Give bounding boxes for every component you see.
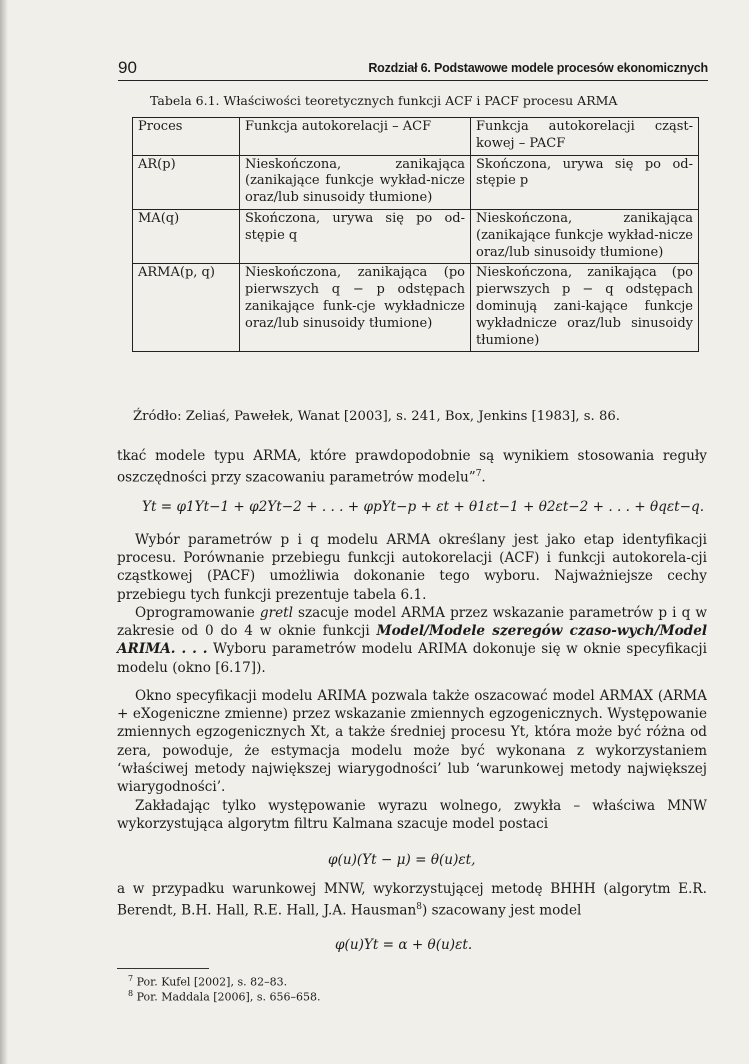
menu-path: Model/Modele szeregów czaso-wych/Model ARIMA. . . . bbox=[117, 623, 708, 658]
table-header-cell: Funkcja autokorelacji cząst-kowej – PACF bbox=[471, 118, 699, 156]
table-cell: Nieskończona, zanikająca (po pierwszych p − q odstępach dominują zani-kające funkcje wykładnicze oraz/lub sinusoidy tłumione) bbox=[471, 264, 699, 352]
paragraph-text: tkać modele typu ARMA, które prawdopodobnie są wynikiem stosowania reguły oszczędności przy szacowaniu parametrów modelu” bbox=[117, 448, 707, 486]
paragraph-text: a w przypadku warunkowej MNW, wykorzystującej metodę BHHH (algorytm E.R. Berendt, B.H. Hall, R.E. Hall, J.A. Hausman bbox=[117, 881, 707, 919]
table-cell: Nieskończona, zanikająca (zanikające funkcje wykład-nicze oraz/lub sinusoidy tłumione) bbox=[240, 155, 471, 209]
paragraph-6 bbox=[117, 880, 707, 920]
table-row bbox=[133, 264, 699, 352]
page-header bbox=[118, 58, 708, 81]
table-row bbox=[133, 209, 699, 263]
table-caption: Tabela 6.1. Właściwości teoretycznych funkcji ACF i PACF procesu ARMA bbox=[150, 93, 618, 108]
equation-exact-mle: φ(u)(Yt − μ) = θ(u)εt, bbox=[328, 852, 476, 868]
paragraph-4: Okno specyfikacji modelu ARIMA pozwala także oszacować model ARMAX (ARMA + eXogeniczne zmienne) przez wskazanie zmiennych egzogenicznych. Występowanie zmiennych egzogenicznych Xt, a także średniej procesu Yt, która może być różna od zera, powoduje, że estymacja modelu może być wykonana z wykorzystaniem ‘właściwej metody największej wiarygodności’ lub ‘warunkowej metody największej wiarygodności’. bbox=[117, 688, 707, 796]
footnote-divider bbox=[117, 968, 209, 969]
acf-pacf-table bbox=[132, 117, 699, 352]
table-header-row bbox=[133, 118, 699, 156]
page-number: 90 bbox=[118, 58, 137, 77]
footnote-mark: 8 bbox=[128, 989, 134, 998]
paragraph-1 bbox=[117, 447, 707, 487]
footnote-ref: 8 bbox=[416, 902, 423, 913]
table-source: Źródło: Zeliaś, Pawełek, Wanat [2003], s. 241, Box, Jenkins [1983], s. 86. bbox=[133, 409, 620, 424]
page-edge-shadow bbox=[0, 0, 8, 1064]
table-cell: MA(q) bbox=[133, 209, 240, 263]
paragraph-5: Zakładając tylko występowanie wyrazu wolnego, zwykła – właściwa MNW wykorzystująca algorytm filtru Kalmana szacuje model postaci bbox=[117, 798, 707, 833]
footnote-7 bbox=[128, 974, 287, 989]
footnote-8 bbox=[128, 989, 320, 1004]
table-cell: AR(p) bbox=[133, 155, 240, 209]
footnote-text: Por. Maddala [2006], s. 656–658. bbox=[136, 990, 321, 1004]
paragraph-text: ) szacowany jest model bbox=[422, 902, 582, 919]
table-cell: ARMA(p, q) bbox=[133, 264, 240, 352]
paragraph-text: szacuje model ARMA przez wskazanie parametrów p i q w zakresie od 0 do 4 w oknie funkcji bbox=[117, 605, 707, 640]
table-cell: Nieskończona, zanikająca (zanikające funkcje wykład-nicze oraz/lub sinusoidy tłumione) bbox=[471, 209, 699, 263]
footnote-ref: 7 bbox=[475, 469, 482, 480]
table-header-cell: Funkcja autokorelacji – ACF bbox=[240, 118, 471, 156]
table-cell: Skończona, urywa się po od-stępie q bbox=[240, 209, 471, 263]
running-head: Rozdział 6. Podstawowe modele procesów ekonomicznych bbox=[368, 61, 708, 75]
paragraph-text: . bbox=[481, 469, 486, 486]
equation-conditional-mle: φ(u)Yt = α + θ(u)εt. bbox=[335, 937, 473, 953]
paragraph-3 bbox=[117, 604, 707, 677]
footnote-text: Por. Kufel [2002], s. 82–83. bbox=[136, 975, 288, 989]
paragraph-text: Oprogramowanie bbox=[135, 605, 260, 621]
paragraph-text: Wyboru parametrów modelu ARIMA dokonuje się w oknie specyfikacji modelu (okno [6.17]). bbox=[117, 641, 707, 676]
equation-arma: Yt = φ1Yt−1 + φ2Yt−2 + . . . + φpYt−p + εt + θ1εt−1 + θ2εt−2 + . . . + θqεt−q. bbox=[142, 499, 705, 515]
table-cell: Nieskończona, zanikająca (po pierwszych q − p odstępach zanikające funk-cje wykładnicze oraz/lub sinusoidy tłumione) bbox=[240, 264, 471, 352]
table-row bbox=[133, 155, 699, 209]
table-header-cell: Proces bbox=[133, 118, 240, 156]
software-name: gretl bbox=[259, 605, 293, 621]
table-cell: Skończona, urywa się po od-stępie p bbox=[471, 155, 699, 209]
footnote-mark: 7 bbox=[128, 974, 134, 983]
paragraph-2: Wybór parametrów p i q modelu ARMA określany jest jako etap identyfikacji procesu. Porównanie przebiegu funkcji autokorelacji (ACF) i funkcji autokorela-cji cząstkowej (PACF) umożliwia dokonanie tego wyboru. Najważniejsze cechy przebiegu tych funkcji prezentuje tabela 6.1. bbox=[117, 532, 707, 603]
